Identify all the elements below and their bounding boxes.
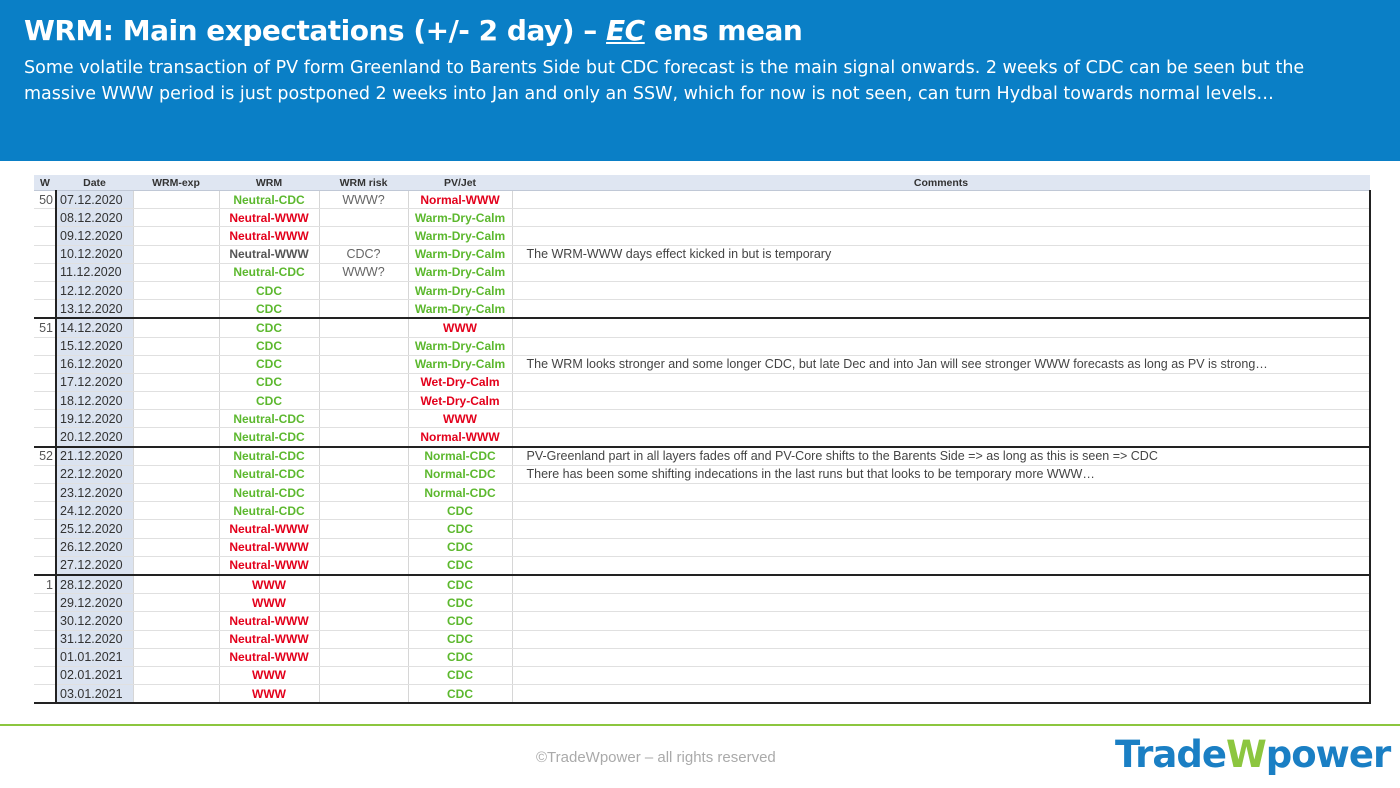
wrm-cell[interactable]: Neutral-WWW — [219, 227, 319, 245]
wrm-exp-cell[interactable] — [133, 685, 219, 704]
comment-cell[interactable] — [512, 520, 1370, 538]
comment-cell[interactable] — [512, 318, 1370, 337]
table-row — [34, 300, 1370, 319]
comment-cell[interactable] — [512, 300, 1370, 319]
week-cell[interactable] — [34, 209, 56, 227]
table-row — [34, 191, 1370, 209]
wrm-risk-cell[interactable] — [319, 594, 408, 612]
table-row — [34, 428, 1370, 447]
date-cell[interactable]: 18.12.2020 — [56, 392, 133, 410]
pv-jet-cell[interactable]: Warm-Dry-Calm — [408, 281, 512, 299]
wrm-cell[interactable]: CDC — [219, 373, 319, 391]
logo-text-power: power — [1265, 733, 1391, 776]
wrm-exp-cell[interactable] — [133, 263, 219, 281]
header-date: Date — [56, 175, 133, 191]
table-row — [34, 281, 1370, 299]
table-row — [34, 245, 1370, 263]
table-row — [34, 575, 1370, 594]
title-suffix: ens mean — [644, 14, 803, 47]
pv-jet-cell[interactable]: CDC — [408, 502, 512, 520]
pv-jet-cell[interactable]: Normal-CDC — [408, 447, 512, 466]
wrm-cell[interactable]: Neutral-WWW — [219, 520, 319, 538]
date-cell[interactable]: 08.12.2020 — [56, 209, 133, 227]
wrm-exp-cell[interactable] — [133, 630, 219, 648]
table-header-row — [34, 175, 1370, 191]
wrm-risk-cell[interactable] — [319, 666, 408, 684]
title-ec: EC — [606, 14, 645, 47]
date-cell[interactable]: 15.12.2020 — [56, 337, 133, 355]
date-cell[interactable]: 23.12.2020 — [56, 484, 133, 502]
pv-jet-cell[interactable]: WWW — [408, 410, 512, 428]
comment-cell[interactable] — [512, 373, 1370, 391]
table-row — [34, 556, 1370, 575]
pv-jet-cell[interactable]: Normal-CDC — [408, 484, 512, 502]
comment-cell[interactable] — [512, 685, 1370, 704]
copyright-text: ©TradeWpower – all rights reserved — [536, 749, 776, 766]
wrm-cell[interactable]: CDC — [219, 281, 319, 299]
comment-cell[interactable] — [512, 263, 1370, 281]
wrm-cell[interactable]: Neutral-WWW — [219, 648, 319, 666]
wrm-risk-cell[interactable] — [319, 502, 408, 520]
wrm-cell[interactable]: CDC — [219, 392, 319, 410]
pv-jet-cell[interactable]: Wet-Dry-Calm — [408, 373, 512, 391]
table-row — [34, 648, 1370, 666]
date-cell[interactable]: 25.12.2020 — [56, 520, 133, 538]
wrm-cell[interactable]: Neutral-WWW — [219, 538, 319, 556]
week-cell[interactable] — [34, 538, 56, 556]
date-cell[interactable]: 10.12.2020 — [56, 245, 133, 263]
comment-cell[interactable] — [512, 648, 1370, 666]
expectations-table — [34, 175, 1371, 704]
wrm-risk-cell[interactable] — [319, 209, 408, 227]
wrm-risk-cell[interactable] — [319, 300, 408, 319]
date-cell[interactable]: 19.12.2020 — [56, 410, 133, 428]
wrm-risk-cell[interactable] — [319, 538, 408, 556]
table-row — [34, 685, 1370, 704]
comment-cell[interactable] — [512, 410, 1370, 428]
wrm-cell[interactable]: WWW — [219, 575, 319, 594]
wrm-cell[interactable]: Neutral-CDC — [219, 410, 319, 428]
header-wrm-exp: WRM-exp — [133, 175, 219, 191]
wrm-risk-cell[interactable] — [319, 447, 408, 466]
table-row — [34, 520, 1370, 538]
header-pv-jet: PV/Jet — [408, 175, 512, 191]
comment-cell[interactable] — [512, 612, 1370, 630]
date-cell[interactable]: 26.12.2020 — [56, 538, 133, 556]
wrm-risk-cell[interactable] — [319, 465, 408, 483]
wrm-risk-cell[interactable] — [319, 612, 408, 630]
wrm-risk-cell[interactable] — [319, 428, 408, 447]
table-row — [34, 630, 1370, 648]
wrm-cell[interactable]: Neutral-WWW — [219, 556, 319, 575]
comment-cell[interactable] — [512, 575, 1370, 594]
wrm-cell[interactable]: WWW — [219, 666, 319, 684]
pv-jet-cell[interactable]: CDC — [408, 685, 512, 704]
table-row — [34, 392, 1370, 410]
week-cell[interactable] — [34, 281, 56, 299]
wrm-risk-cell[interactable] — [319, 575, 408, 594]
wrm-exp-cell[interactable] — [133, 502, 219, 520]
comment-cell[interactable] — [512, 191, 1370, 209]
pv-jet-cell[interactable]: Warm-Dry-Calm — [408, 209, 512, 227]
header-banner — [0, 0, 1400, 161]
date-cell[interactable]: 01.01.2021 — [56, 648, 133, 666]
comment-cell[interactable]: PV-Greenland part in all layers fades off and PV-Core shifts to the Barents Side => as long as this is seen => CDC — [512, 447, 1370, 466]
wrm-risk-cell[interactable] — [319, 392, 408, 410]
wrm-cell[interactable]: WWW — [219, 594, 319, 612]
date-cell[interactable]: 31.12.2020 — [56, 630, 133, 648]
wrm-cell[interactable]: Neutral-WWW — [219, 612, 319, 630]
pv-jet-cell[interactable]: CDC — [408, 630, 512, 648]
date-cell[interactable]: 16.12.2020 — [56, 355, 133, 373]
week-cell[interactable] — [34, 648, 56, 666]
week-cell[interactable] — [34, 612, 56, 630]
week-cell[interactable] — [34, 502, 56, 520]
wrm-cell[interactable]: Neutral-CDC — [219, 484, 319, 502]
table-row — [34, 447, 1370, 466]
date-cell[interactable]: 30.12.2020 — [56, 612, 133, 630]
wrm-cell[interactable]: Neutral-CDC — [219, 263, 319, 281]
wrm-exp-cell[interactable] — [133, 556, 219, 575]
pv-jet-cell[interactable]: Warm-Dry-Calm — [408, 263, 512, 281]
comment-cell[interactable]: The WRM-WWW days effect kicked in but is temporary — [512, 245, 1370, 263]
wrm-risk-cell[interactable] — [319, 520, 408, 538]
wrm-exp-cell[interactable] — [133, 666, 219, 684]
wrm-risk-cell[interactable]: WWW? — [319, 191, 408, 209]
wrm-cell[interactable]: Neutral-WWW — [219, 630, 319, 648]
pv-jet-cell[interactable]: Warm-Dry-Calm — [408, 227, 512, 245]
date-cell[interactable]: 24.12.2020 — [56, 502, 133, 520]
comment-cell[interactable] — [512, 281, 1370, 299]
wrm-cell[interactable]: CDC — [219, 337, 319, 355]
wrm-exp-cell[interactable] — [133, 318, 219, 337]
week-cell[interactable] — [34, 263, 56, 281]
table-row — [34, 594, 1370, 612]
wrm-exp-cell[interactable] — [133, 209, 219, 227]
table-row — [34, 410, 1370, 428]
table-row — [34, 227, 1370, 245]
wrm-exp-cell[interactable] — [133, 373, 219, 391]
page-title — [24, 14, 802, 47]
date-cell[interactable]: 20.12.2020 — [56, 428, 133, 447]
wrm-risk-cell[interactable] — [319, 484, 408, 502]
week-cell[interactable] — [34, 337, 56, 355]
pv-jet-cell[interactable]: Warm-Dry-Calm — [408, 245, 512, 263]
wrm-risk-cell[interactable] — [319, 630, 408, 648]
logo-text-trade: Trade — [1115, 733, 1226, 776]
wrm-exp-cell[interactable] — [133, 281, 219, 299]
pv-jet-cell[interactable]: CDC — [408, 520, 512, 538]
week-cell[interactable] — [34, 245, 56, 263]
wrm-cell[interactable]: Neutral-CDC — [219, 502, 319, 520]
wrm-risk-cell[interactable] — [319, 410, 408, 428]
wrm-cell[interactable]: Neutral-CDC — [219, 428, 319, 447]
week-cell[interactable]: 50 — [34, 191, 56, 209]
pv-jet-cell[interactable]: CDC — [408, 666, 512, 684]
wrm-risk-cell[interactable]: CDC? — [319, 245, 408, 263]
week-cell[interactable] — [34, 428, 56, 447]
pv-jet-cell[interactable]: Normal-WWW — [408, 191, 512, 209]
table-row — [34, 666, 1370, 684]
wrm-cell[interactable]: Neutral-CDC — [219, 447, 319, 466]
wrm-exp-cell[interactable] — [133, 465, 219, 483]
wrm-exp-cell[interactable] — [133, 538, 219, 556]
week-cell[interactable] — [34, 465, 56, 483]
date-cell[interactable]: 02.01.2021 — [56, 666, 133, 684]
week-cell[interactable] — [34, 594, 56, 612]
comment-cell[interactable]: There has been some shifting indecations in the last runs but that looks to be temporary more WWW… — [512, 465, 1370, 483]
table-row — [34, 209, 1370, 227]
table-row — [34, 502, 1370, 520]
comment-cell[interactable] — [512, 337, 1370, 355]
wrm-cell[interactable]: CDC — [219, 300, 319, 319]
week-cell[interactable] — [34, 556, 56, 575]
wrm-exp-cell[interactable] — [133, 612, 219, 630]
wrm-risk-cell[interactable] — [319, 373, 408, 391]
date-cell[interactable]: 09.12.2020 — [56, 227, 133, 245]
wrm-cell[interactable]: Neutral-CDC — [219, 465, 319, 483]
footer-divider — [0, 724, 1400, 726]
pv-jet-cell[interactable]: CDC — [408, 594, 512, 612]
week-cell[interactable]: 52 — [34, 447, 56, 466]
week-cell[interactable] — [34, 484, 56, 502]
week-cell[interactable]: 1 — [34, 575, 56, 594]
comment-cell[interactable] — [512, 209, 1370, 227]
wrm-cell[interactable]: Neutral-WWW — [219, 245, 319, 263]
date-cell[interactable]: 03.01.2021 — [56, 685, 133, 704]
wrm-risk-cell[interactable] — [319, 227, 408, 245]
table-row — [34, 337, 1370, 355]
table-row — [34, 373, 1370, 391]
pv-jet-cell[interactable]: Warm-Dry-Calm — [408, 337, 512, 355]
pv-jet-cell[interactable]: CDC — [408, 612, 512, 630]
wrm-exp-cell[interactable] — [133, 594, 219, 612]
wrm-cell[interactable]: CDC — [219, 355, 319, 373]
wrm-exp-cell[interactable] — [133, 355, 219, 373]
table-row — [34, 318, 1370, 337]
wrm-exp-cell[interactable] — [133, 575, 219, 594]
table-row — [34, 355, 1370, 373]
comment-cell[interactable] — [512, 666, 1370, 684]
wrm-exp-cell[interactable] — [133, 392, 219, 410]
date-cell[interactable]: 11.12.2020 — [56, 263, 133, 281]
pv-jet-cell[interactable]: CDC — [408, 575, 512, 594]
header-wrm: WRM — [219, 175, 319, 191]
pv-jet-cell[interactable]: Wet-Dry-Calm — [408, 392, 512, 410]
page-subtitle: Some volatile transaction of PV form Greenland to Barents Side but CDC forecast is the main signal onwards. 2 weeks of CDC can be seen but the massive WWW period is just postponed 2 weeks into Jan and only an SSW, which for now is not seen, can turn Hydbal towards normal levels… — [24, 58, 1305, 104]
week-cell[interactable] — [34, 666, 56, 684]
wrm-risk-cell[interactable] — [319, 337, 408, 355]
comment-cell[interactable] — [512, 630, 1370, 648]
date-cell[interactable]: 13.12.2020 — [56, 300, 133, 319]
wrm-exp-cell[interactable] — [133, 337, 219, 355]
date-cell[interactable]: 29.12.2020 — [56, 594, 133, 612]
comment-cell[interactable] — [512, 227, 1370, 245]
pv-jet-cell[interactable]: Warm-Dry-Calm — [408, 300, 512, 319]
tradewpower-logo — [1115, 733, 1390, 776]
header-wrm-risk: WRM risk — [319, 175, 408, 191]
pv-jet-cell[interactable]: Normal-CDC — [408, 465, 512, 483]
comment-cell[interactable]: The WRM looks stronger and some longer CDC, but late Dec and into Jan will see stronger WWW forecasts as long as PV is strong… — [512, 355, 1370, 373]
wrm-risk-cell[interactable] — [319, 556, 408, 575]
wrm-cell[interactable]: Neutral-WWW — [219, 209, 319, 227]
wrm-exp-cell[interactable] — [133, 447, 219, 466]
week-cell[interactable] — [34, 355, 56, 373]
table-row — [34, 612, 1370, 630]
table-row — [34, 484, 1370, 502]
pv-jet-cell[interactable]: Warm-Dry-Calm — [408, 355, 512, 373]
week-cell[interactable] — [34, 410, 56, 428]
wrm-exp-cell[interactable] — [133, 410, 219, 428]
comment-cell[interactable] — [512, 556, 1370, 575]
table-row — [34, 263, 1370, 281]
wrm-risk-cell[interactable] — [319, 355, 408, 373]
pv-jet-cell[interactable]: CDC — [408, 648, 512, 666]
date-cell[interactable]: 07.12.2020 — [56, 191, 133, 209]
wrm-cell[interactable]: Neutral-CDC — [219, 191, 319, 209]
week-cell[interactable] — [34, 630, 56, 648]
comment-cell[interactable] — [512, 594, 1370, 612]
wrm-exp-cell[interactable] — [133, 484, 219, 502]
pv-jet-cell[interactable]: Normal-WWW — [408, 428, 512, 447]
table-row — [34, 538, 1370, 556]
week-cell[interactable] — [34, 392, 56, 410]
comment-cell[interactable] — [512, 428, 1370, 447]
wrm-risk-cell[interactable] — [319, 685, 408, 704]
week-cell[interactable] — [34, 373, 56, 391]
date-cell[interactable]: 27.12.2020 — [56, 556, 133, 575]
comment-cell[interactable] — [512, 538, 1370, 556]
date-cell[interactable]: 12.12.2020 — [56, 281, 133, 299]
wrm-cell[interactable]: CDC — [219, 318, 319, 337]
spreadsheet — [34, 175, 1371, 704]
title-prefix: WRM: Main expectations (+/- 2 day) – — [24, 14, 607, 47]
week-cell[interactable] — [34, 685, 56, 704]
header-w: W — [34, 175, 56, 191]
header-comments: Comments — [512, 175, 1370, 191]
date-cell[interactable]: 22.12.2020 — [56, 465, 133, 483]
week-cell[interactable] — [34, 300, 56, 319]
comment-cell[interactable] — [512, 484, 1370, 502]
wrm-exp-cell[interactable] — [133, 648, 219, 666]
date-cell[interactable]: 14.12.2020 — [56, 318, 133, 337]
pv-jet-cell[interactable]: WWW — [408, 318, 512, 337]
date-cell[interactable]: 21.12.2020 — [56, 447, 133, 466]
wrm-exp-cell[interactable] — [133, 428, 219, 447]
wrm-risk-cell[interactable] — [319, 281, 408, 299]
week-cell[interactable] — [34, 520, 56, 538]
date-cell[interactable]: 28.12.2020 — [56, 575, 133, 594]
week-cell[interactable] — [34, 227, 56, 245]
wrm-exp-cell[interactable] — [133, 300, 219, 319]
wrm-risk-cell[interactable] — [319, 318, 408, 337]
wrm-exp-cell[interactable] — [133, 227, 219, 245]
week-cell[interactable]: 51 — [34, 318, 56, 337]
pv-jet-cell[interactable]: CDC — [408, 556, 512, 575]
comment-cell[interactable] — [512, 392, 1370, 410]
comment-cell[interactable] — [512, 502, 1370, 520]
wrm-cell[interactable]: WWW — [219, 685, 319, 704]
wrm-exp-cell[interactable] — [133, 245, 219, 263]
wrm-risk-cell[interactable]: WWW? — [319, 263, 408, 281]
table-row — [34, 465, 1370, 483]
wrm-exp-cell[interactable] — [133, 520, 219, 538]
logo-w-mark: W — [1225, 733, 1266, 776]
wrm-risk-cell[interactable] — [319, 648, 408, 666]
wrm-exp-cell[interactable] — [133, 191, 219, 209]
date-cell[interactable]: 17.12.2020 — [56, 373, 133, 391]
pv-jet-cell[interactable]: CDC — [408, 538, 512, 556]
